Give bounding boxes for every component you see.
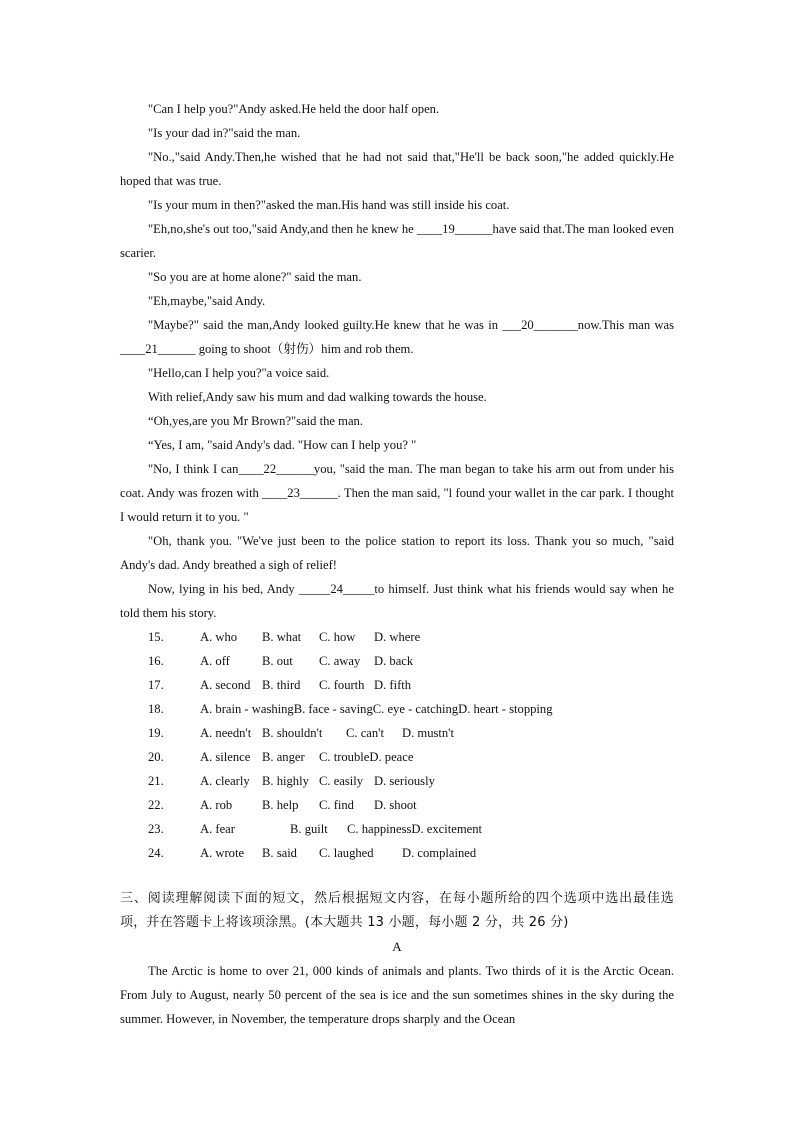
exam-page — [120, 97, 674, 1031]
option-d: D. back — [374, 654, 414, 668]
option-d: D. shoot — [374, 798, 417, 812]
option-a: A. silence — [200, 750, 251, 764]
question-options — [120, 697, 674, 721]
option-d: D. excitement — [411, 822, 483, 836]
option-d: D. where — [374, 630, 421, 644]
story-paragraph: "No.,"said Andy.Then,he wished that he had not said that,"He'll be back soon,"he added quickly.He hoped that was true. — [120, 150, 674, 188]
option-b: B. shouldn't — [262, 726, 323, 740]
question-number: 15. — [148, 630, 164, 644]
option-c: C. find — [319, 798, 354, 812]
question-options — [120, 817, 674, 841]
option-c: C. trouble — [319, 750, 370, 764]
story-paragraph: "So you are at home alone?" said the man. — [148, 270, 362, 284]
story-paragraph: With relief,Andy saw his mum and dad walking towards the house. — [148, 390, 487, 404]
story-paragraph: “Yes, I am, "said Andy's dad. "How can I help you? " — [148, 438, 417, 452]
reading-passage: The Arctic is home to over 21, 000 kinds of animals and plants. Two thirds of it is the Arctic Ocean. From July to August, nearly 50 percent of the sea is ice and the sun sometimes shines in the sky during the summer. However, in November, the temperature drops sharply and the Ocean — [120, 964, 674, 1026]
story-paragraph: Now, lying in his bed, Andy _____24_____to himself. Just think what his friends would say when he told them his story. — [120, 582, 674, 620]
option-b: B. what — [262, 630, 302, 644]
option-c: C. fourth — [319, 678, 365, 692]
option-b: B. third — [262, 678, 301, 692]
option-d: D. seriously — [374, 774, 435, 788]
option-d: D. heart - stopping — [458, 702, 553, 716]
story-passage — [120, 97, 674, 625]
story-paragraph: "Eh,maybe,"said Andy. — [148, 294, 266, 308]
option-a: A. wrote — [200, 846, 245, 860]
question-options — [120, 625, 674, 649]
option-c: C. happiness — [347, 822, 412, 836]
option-c: C. laughed — [319, 846, 374, 860]
option-a: A. off — [200, 654, 230, 668]
option-a: A. rob — [200, 798, 233, 812]
option-c: C. easily — [319, 774, 364, 788]
option-b: B. help — [262, 798, 299, 812]
question-number: 21. — [148, 774, 164, 788]
story-paragraph: "Can I help you?"Andy asked.He held the door half open. — [148, 102, 440, 116]
question-number: 17. — [148, 678, 164, 692]
section-spacer — [120, 865, 674, 887]
question-options — [120, 673, 674, 697]
option-b: B. out — [262, 654, 293, 668]
passage-label: A — [392, 939, 402, 954]
story-paragraph: "Maybe?" said the man,Andy looked guilty.He knew that he was in ___20_______now.This man was ____21______ going to shoot（射伤）him and rob them. — [120, 318, 674, 356]
option-c: C. can't — [346, 726, 384, 740]
story-paragraph: "No, I think I can____22______you, "said the man. The man began to take his arm out from under his coat. Andy was frozen with ____23______. Then the man said, "l found your wallet in the car park. I thought I would return it to you. " — [120, 462, 674, 524]
option-b: B. said — [262, 846, 297, 860]
question-number: 24. — [148, 846, 164, 860]
option-list — [120, 625, 674, 865]
story-paragraph: "Eh,no,she's out too,"said Andy,and then he knew he ____19______have said that.The man looked even scarier. — [120, 222, 674, 260]
story-paragraph: "Oh, thank you. "We've just been to the police station to report its loss. Thank you so much, "said Andy's dad. Andy breathed a sigh of relief! — [120, 534, 674, 572]
option-a: A. brain - washing — [200, 702, 294, 716]
option-a: A. fear — [200, 822, 235, 836]
question-options — [120, 721, 674, 745]
option-c: C. eye - catching — [372, 702, 459, 716]
option-b: B. face - saving — [293, 702, 373, 716]
option-d: D. fifth — [374, 678, 412, 692]
question-number: 19. — [148, 726, 164, 740]
option-c: C. how — [319, 630, 356, 644]
question-options — [120, 649, 674, 673]
question-number: 16. — [148, 654, 164, 668]
story-paragraph: "Is your dad in?"said the man. — [148, 126, 301, 140]
story-paragraph: "Hello,can I help you?"a voice said. — [148, 366, 330, 380]
question-options — [120, 745, 674, 769]
option-a: A. who — [200, 630, 238, 644]
question-options — [120, 841, 674, 865]
question-options — [120, 769, 674, 793]
section-heading: 三、阅读理解阅读下面的短文，然后根据短文内容，在每小题所给的四个选项中选出最佳选项，并在答题卡上将该项涂黑。(本大题共 13 小题，每小题 2 分，共 26 分) — [120, 891, 674, 930]
option-b: B. highly — [262, 774, 309, 788]
option-b: B. anger — [262, 750, 305, 764]
option-a: A. clearly — [200, 774, 250, 788]
question-number: 23. — [148, 822, 164, 836]
question-number: 22. — [148, 798, 164, 812]
option-d: D. mustn't — [402, 726, 454, 740]
option-d: D. complained — [402, 846, 477, 860]
option-c: C. away — [319, 654, 361, 668]
option-a: A. needn't — [200, 726, 252, 740]
option-d: D. peace — [369, 750, 414, 764]
story-paragraph: "Is your mum in then?"asked the man.His hand was still inside his coat. — [148, 198, 510, 212]
question-options — [120, 793, 674, 817]
question-number: 18. — [148, 702, 164, 716]
question-number: 20. — [148, 750, 164, 764]
story-paragraph: “Oh,yes,are you Mr Brown?"said the man. — [148, 414, 363, 428]
option-b: B. guilt — [290, 822, 328, 836]
option-a: A. second — [200, 678, 251, 692]
